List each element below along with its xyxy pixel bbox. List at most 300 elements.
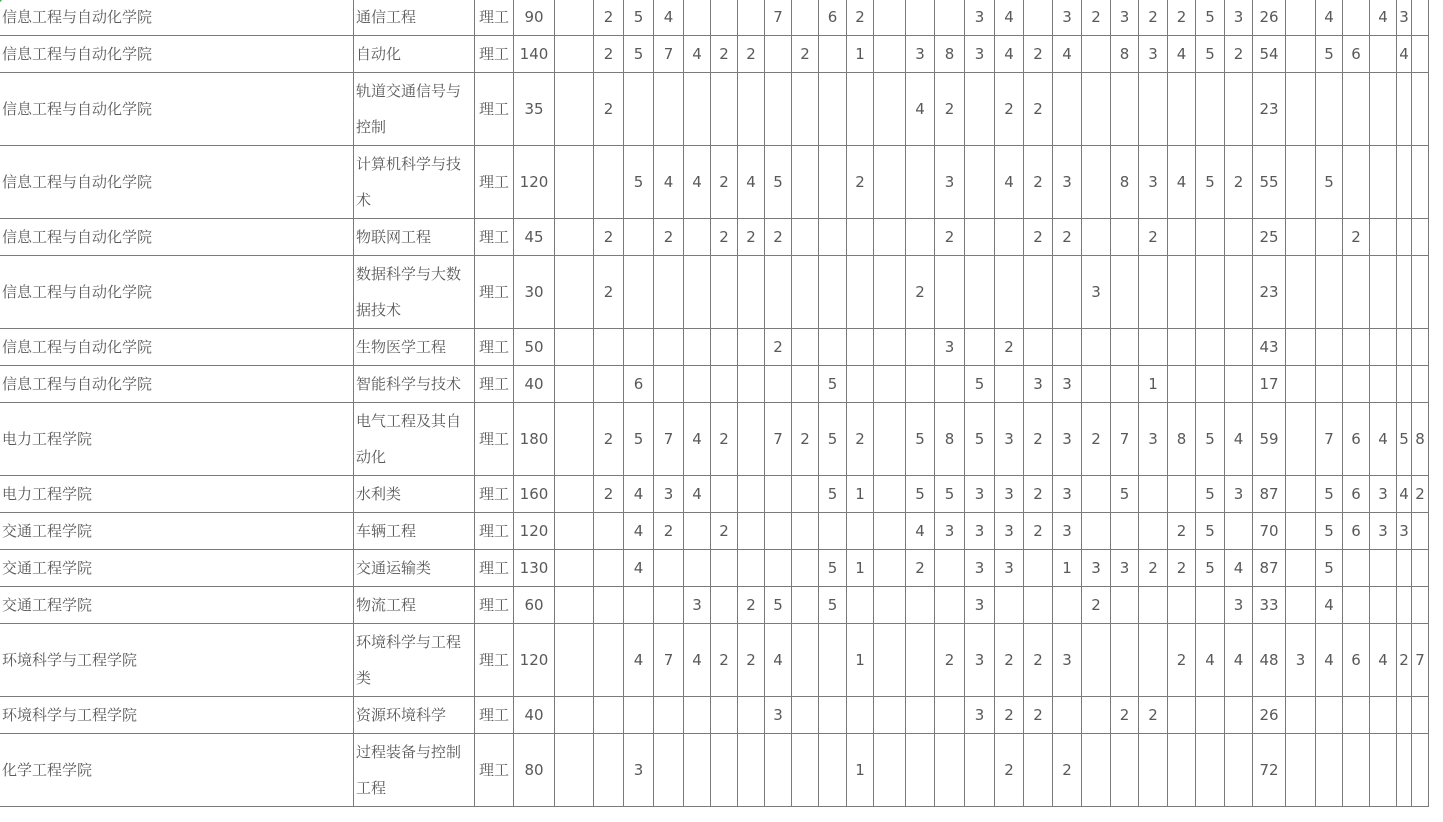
- category-cell: 理工: [475, 476, 514, 513]
- province-count-cell: [995, 366, 1024, 403]
- total-cell: 60: [514, 587, 555, 624]
- province-count-cell: 5: [1196, 0, 1225, 36]
- province-count-cell: 5: [1397, 403, 1412, 476]
- province-count-cell: [1343, 146, 1370, 219]
- province-count-cell: [874, 36, 906, 73]
- province-count-cell: [1397, 219, 1412, 256]
- province-count-cell: [1225, 329, 1253, 366]
- province-count-cell: [1082, 146, 1111, 219]
- total-cell: 180: [514, 403, 555, 476]
- province-count-cell: 87: [1253, 550, 1286, 587]
- province-count-cell: [874, 513, 906, 550]
- major-cell: 自动化: [354, 36, 475, 73]
- province-count-cell: 7: [1316, 403, 1343, 476]
- province-count-cell: 5: [1316, 513, 1343, 550]
- province-count-cell: [874, 697, 906, 734]
- province-count-cell: [819, 146, 847, 219]
- province-count-cell: [711, 476, 738, 513]
- province-count-cell: 4: [624, 476, 654, 513]
- province-count-cell: 2: [1139, 0, 1168, 36]
- province-count-cell: [555, 624, 594, 697]
- province-count-cell: 3: [1139, 403, 1168, 476]
- province-count-cell: 8: [1111, 146, 1139, 219]
- province-count-cell: [792, 587, 819, 624]
- province-count-cell: 2: [1024, 36, 1053, 73]
- province-count-cell: 2: [711, 36, 738, 73]
- province-count-cell: [965, 73, 995, 146]
- province-count-cell: 4: [684, 624, 711, 697]
- province-count-cell: [1168, 587, 1196, 624]
- province-count-cell: 2: [995, 329, 1024, 366]
- province-count-cell: [1397, 73, 1412, 146]
- province-count-cell: 48: [1253, 624, 1286, 697]
- province-count-cell: 59: [1253, 403, 1286, 476]
- province-count-cell: [1111, 329, 1139, 366]
- province-count-cell: 5: [1316, 36, 1343, 73]
- province-count-cell: [1286, 366, 1316, 403]
- province-count-cell: [738, 329, 765, 366]
- college-cell: 信息工程与自动化学院: [0, 36, 354, 73]
- province-count-cell: 2: [995, 624, 1024, 697]
- province-count-cell: 2: [1412, 476, 1429, 513]
- province-count-cell: 2: [738, 36, 765, 73]
- province-count-cell: 1: [1139, 366, 1168, 403]
- province-count-cell: [1412, 366, 1429, 403]
- province-count-cell: [1139, 587, 1168, 624]
- province-count-cell: [1412, 256, 1429, 329]
- college-cell: 信息工程与自动化学院: [0, 366, 354, 403]
- province-count-cell: 4: [738, 146, 765, 219]
- province-count-cell: 7: [1412, 624, 1429, 697]
- province-count-cell: [594, 329, 624, 366]
- category-cell: 理工: [475, 219, 514, 256]
- province-count-cell: [711, 587, 738, 624]
- province-count-cell: 2: [738, 624, 765, 697]
- province-count-cell: 4: [624, 513, 654, 550]
- province-count-cell: 2: [1024, 513, 1053, 550]
- province-count-cell: [1397, 550, 1412, 587]
- major-cell: 数据科学与大数据技术: [354, 256, 475, 329]
- province-count-cell: [1412, 146, 1429, 219]
- province-count-cell: [684, 219, 711, 256]
- province-count-cell: 3: [1139, 36, 1168, 73]
- category-cell: 理工: [475, 697, 514, 734]
- province-count-cell: 2: [1139, 219, 1168, 256]
- province-count-cell: [792, 0, 819, 36]
- province-count-cell: 17: [1253, 366, 1286, 403]
- province-count-cell: 5: [819, 587, 847, 624]
- province-count-cell: 3: [965, 550, 995, 587]
- province-count-cell: [1397, 366, 1412, 403]
- province-count-cell: 55: [1253, 146, 1286, 219]
- province-count-cell: 3: [1053, 403, 1082, 476]
- province-count-cell: [738, 734, 765, 807]
- province-count-cell: 4: [1370, 403, 1397, 476]
- province-count-cell: [1053, 73, 1082, 146]
- province-count-cell: [594, 587, 624, 624]
- table-row: [0, 403, 1443, 476]
- province-count-cell: [1343, 329, 1370, 366]
- province-count-cell: [1370, 256, 1397, 329]
- total-cell: 160: [514, 476, 555, 513]
- college-cell: 电力工程学院: [0, 476, 354, 513]
- province-count-cell: [819, 624, 847, 697]
- province-count-cell: 5: [1316, 146, 1343, 219]
- province-count-cell: 33: [1253, 587, 1286, 624]
- province-count-cell: [738, 0, 765, 36]
- province-count-cell: 2: [935, 624, 965, 697]
- college-cell: 交通工程学院: [0, 513, 354, 550]
- province-count-cell: [906, 329, 935, 366]
- major-cell: 通信工程: [354, 0, 475, 36]
- category-cell: 理工: [475, 550, 514, 587]
- province-count-cell: [819, 734, 847, 807]
- province-count-cell: [1168, 256, 1196, 329]
- province-count-cell: 8: [1111, 36, 1139, 73]
- category-cell: 理工: [475, 403, 514, 476]
- province-count-cell: [711, 256, 738, 329]
- province-count-cell: 3: [965, 697, 995, 734]
- province-count-cell: [792, 73, 819, 146]
- province-count-cell: [594, 513, 624, 550]
- province-count-cell: [874, 734, 906, 807]
- province-count-cell: 2: [995, 73, 1024, 146]
- province-count-cell: [965, 734, 995, 807]
- table-row: [0, 513, 1443, 550]
- province-count-cell: [1196, 734, 1225, 807]
- major-cell: 轨道交通信号与控制: [354, 73, 475, 146]
- province-count-cell: [555, 587, 594, 624]
- province-count-cell: [684, 329, 711, 366]
- province-count-cell: [1286, 36, 1316, 73]
- province-count-cell: [555, 697, 594, 734]
- province-count-cell: [1397, 587, 1412, 624]
- province-count-cell: 3: [1370, 476, 1397, 513]
- province-count-cell: 4: [1316, 0, 1343, 36]
- province-count-cell: [738, 550, 765, 587]
- province-count-cell: 2: [847, 0, 874, 36]
- province-count-cell: [1196, 219, 1225, 256]
- province-count-cell: [935, 734, 965, 807]
- province-count-cell: [874, 329, 906, 366]
- total-cell: 140: [514, 36, 555, 73]
- province-count-cell: 3: [765, 697, 792, 734]
- major-cell: 车辆工程: [354, 513, 475, 550]
- province-count-cell: [935, 0, 965, 36]
- province-count-cell: 3: [1053, 476, 1082, 513]
- province-count-cell: 5: [819, 366, 847, 403]
- category-cell: 理工: [475, 36, 514, 73]
- province-count-cell: [995, 219, 1024, 256]
- province-count-cell: 3: [1053, 366, 1082, 403]
- province-count-cell: 1: [847, 550, 874, 587]
- college-cell: 信息工程与自动化学院: [0, 73, 354, 146]
- province-count-cell: 5: [935, 476, 965, 513]
- province-count-cell: 3: [654, 476, 684, 513]
- province-count-cell: 72: [1253, 734, 1286, 807]
- province-count-cell: 3: [965, 513, 995, 550]
- province-count-cell: [792, 734, 819, 807]
- province-count-cell: [1397, 146, 1412, 219]
- province-count-cell: 2: [935, 219, 965, 256]
- province-count-cell: [765, 366, 792, 403]
- province-count-cell: [1397, 734, 1412, 807]
- province-count-cell: 23: [1253, 73, 1286, 146]
- table-row: [0, 146, 1443, 219]
- province-count-cell: [684, 366, 711, 403]
- province-count-cell: [935, 366, 965, 403]
- province-count-cell: 2: [792, 36, 819, 73]
- college-cell: 信息工程与自动化学院: [0, 256, 354, 329]
- province-count-cell: [738, 256, 765, 329]
- province-count-cell: 5: [906, 476, 935, 513]
- province-count-cell: 2: [654, 219, 684, 256]
- major-cell: 电气工程及其自动化: [354, 403, 475, 476]
- province-count-cell: [1286, 550, 1316, 587]
- total-cell: 120: [514, 146, 555, 219]
- province-count-cell: [1370, 36, 1397, 73]
- province-count-cell: 2: [1397, 624, 1412, 697]
- province-count-cell: [555, 73, 594, 146]
- college-cell: 信息工程与自动化学院: [0, 146, 354, 219]
- province-count-cell: 3: [995, 550, 1024, 587]
- province-count-cell: 4: [1168, 36, 1196, 73]
- province-count-cell: [594, 550, 624, 587]
- province-count-cell: 2: [906, 256, 935, 329]
- province-count-cell: [1111, 366, 1139, 403]
- province-count-cell: [1053, 587, 1082, 624]
- province-count-cell: [765, 73, 792, 146]
- province-count-cell: [684, 513, 711, 550]
- province-count-cell: [847, 256, 874, 329]
- province-count-cell: [1225, 513, 1253, 550]
- category-cell: 理工: [475, 256, 514, 329]
- total-cell: 40: [514, 366, 555, 403]
- province-count-cell: [1196, 329, 1225, 366]
- province-count-cell: 2: [1139, 550, 1168, 587]
- province-count-cell: [874, 219, 906, 256]
- province-count-cell: [1225, 219, 1253, 256]
- province-count-cell: [792, 219, 819, 256]
- province-count-cell: 5: [765, 146, 792, 219]
- province-count-cell: [792, 256, 819, 329]
- province-count-cell: [1370, 697, 1397, 734]
- province-count-cell: [1343, 0, 1370, 36]
- province-count-cell: 3: [1024, 366, 1053, 403]
- table-row: [0, 0, 1443, 36]
- province-count-cell: [792, 146, 819, 219]
- province-count-cell: [1139, 734, 1168, 807]
- province-count-cell: 54: [1253, 36, 1286, 73]
- province-count-cell: [1286, 403, 1316, 476]
- province-count-cell: [738, 73, 765, 146]
- province-count-cell: [1412, 513, 1429, 550]
- province-count-cell: [1343, 734, 1370, 807]
- province-count-cell: [1082, 329, 1111, 366]
- province-count-cell: 4: [995, 36, 1024, 73]
- table-row: [0, 256, 1443, 329]
- table-row: [0, 550, 1443, 587]
- province-count-cell: 2: [1024, 219, 1053, 256]
- college-cell: 信息工程与自动化学院: [0, 329, 354, 366]
- province-count-cell: [874, 73, 906, 146]
- province-count-cell: 4: [1316, 587, 1343, 624]
- province-count-cell: 2: [594, 256, 624, 329]
- province-count-cell: [1111, 73, 1139, 146]
- province-count-cell: [555, 513, 594, 550]
- province-count-cell: 70: [1253, 513, 1286, 550]
- province-count-cell: [555, 146, 594, 219]
- province-count-cell: 3: [935, 146, 965, 219]
- province-count-cell: 1: [847, 36, 874, 73]
- province-count-cell: 3: [965, 624, 995, 697]
- table-row: [0, 73, 1443, 146]
- province-count-cell: [874, 0, 906, 36]
- province-count-cell: 3: [1397, 0, 1412, 36]
- province-count-cell: 2: [594, 403, 624, 476]
- college-cell: 交通工程学院: [0, 587, 354, 624]
- province-count-cell: 6: [1343, 403, 1370, 476]
- province-count-cell: [1412, 734, 1429, 807]
- college-cell: 化学工程学院: [0, 734, 354, 807]
- province-count-cell: 3: [1225, 476, 1253, 513]
- province-count-cell: [1168, 219, 1196, 256]
- province-count-cell: [874, 550, 906, 587]
- province-count-cell: [624, 587, 654, 624]
- province-count-cell: [1168, 73, 1196, 146]
- province-count-cell: 5: [624, 146, 654, 219]
- province-count-cell: 2: [711, 146, 738, 219]
- province-count-cell: 3: [1082, 550, 1111, 587]
- province-count-cell: [1024, 550, 1053, 587]
- province-count-cell: 5: [1316, 476, 1343, 513]
- province-count-cell: 3: [935, 513, 965, 550]
- province-count-cell: [1082, 36, 1111, 73]
- province-count-cell: 3: [624, 734, 654, 807]
- province-count-cell: [1412, 219, 1429, 256]
- province-count-cell: 4: [684, 476, 711, 513]
- province-count-cell: [847, 73, 874, 146]
- province-count-cell: 5: [965, 403, 995, 476]
- province-count-cell: 4: [995, 146, 1024, 219]
- province-count-cell: [995, 587, 1024, 624]
- province-count-cell: [1397, 329, 1412, 366]
- table-row: [0, 36, 1443, 73]
- province-count-cell: [765, 734, 792, 807]
- province-count-cell: [711, 73, 738, 146]
- province-count-cell: [555, 734, 594, 807]
- total-cell: 30: [514, 256, 555, 329]
- province-count-cell: 2: [738, 587, 765, 624]
- province-count-cell: [1196, 366, 1225, 403]
- province-count-cell: 2: [765, 329, 792, 366]
- table-row: [0, 587, 1443, 624]
- province-count-cell: [1316, 734, 1343, 807]
- province-count-cell: 4: [1370, 0, 1397, 36]
- province-count-cell: [654, 550, 684, 587]
- province-count-cell: 1: [847, 734, 874, 807]
- province-count-cell: [819, 256, 847, 329]
- province-count-cell: 2: [847, 146, 874, 219]
- province-count-cell: 7: [765, 0, 792, 36]
- province-count-cell: 4: [684, 36, 711, 73]
- college-cell: 交通工程学院: [0, 550, 354, 587]
- province-count-cell: [935, 550, 965, 587]
- province-count-cell: [906, 219, 935, 256]
- province-count-cell: 4: [1168, 146, 1196, 219]
- major-cell: 生物医学工程: [354, 329, 475, 366]
- province-count-cell: 2: [1168, 624, 1196, 697]
- province-count-cell: [1196, 587, 1225, 624]
- category-cell: 理工: [475, 329, 514, 366]
- province-count-cell: [1082, 734, 1111, 807]
- province-count-cell: [1168, 476, 1196, 513]
- province-count-cell: 2: [1053, 219, 1082, 256]
- province-count-cell: [906, 697, 935, 734]
- province-count-cell: [1286, 73, 1316, 146]
- province-count-cell: 2: [1168, 513, 1196, 550]
- total-cell: 120: [514, 513, 555, 550]
- province-count-cell: [1111, 513, 1139, 550]
- province-count-cell: [1139, 476, 1168, 513]
- province-count-cell: [1316, 697, 1343, 734]
- province-count-cell: 2: [1024, 476, 1053, 513]
- province-count-cell: [874, 403, 906, 476]
- province-count-cell: 2: [1024, 403, 1053, 476]
- province-count-cell: [1196, 73, 1225, 146]
- province-count-cell: [1053, 256, 1082, 329]
- province-count-cell: 4: [906, 513, 935, 550]
- province-count-cell: 26: [1253, 697, 1286, 734]
- college-cell: 环境科学与工程学院: [0, 697, 354, 734]
- province-count-cell: [654, 73, 684, 146]
- province-count-cell: 2: [1053, 734, 1082, 807]
- province-count-cell: 3: [965, 36, 995, 73]
- province-count-cell: [1168, 734, 1196, 807]
- province-count-cell: [1343, 697, 1370, 734]
- province-count-cell: 1: [1053, 550, 1082, 587]
- province-count-cell: [738, 513, 765, 550]
- province-count-cell: 2: [1082, 587, 1111, 624]
- province-count-cell: [654, 256, 684, 329]
- college-cell: 信息工程与自动化学院: [0, 0, 354, 36]
- province-count-cell: 2: [1024, 146, 1053, 219]
- province-count-cell: 4: [684, 146, 711, 219]
- province-count-cell: 2: [995, 734, 1024, 807]
- province-count-cell: [654, 329, 684, 366]
- province-count-cell: [1286, 476, 1316, 513]
- province-count-cell: 2: [1024, 73, 1053, 146]
- province-count-cell: 3: [1053, 513, 1082, 550]
- province-count-cell: 2: [594, 476, 624, 513]
- province-count-cell: 3: [1139, 146, 1168, 219]
- province-count-cell: [1412, 697, 1429, 734]
- province-count-cell: [1286, 513, 1316, 550]
- province-count-cell: [555, 403, 594, 476]
- province-count-cell: 2: [792, 403, 819, 476]
- province-count-cell: [1397, 256, 1412, 329]
- province-count-cell: [1024, 0, 1053, 36]
- province-count-cell: 2: [594, 36, 624, 73]
- province-count-cell: 4: [654, 146, 684, 219]
- province-count-cell: [1316, 219, 1343, 256]
- total-cell: 35: [514, 73, 555, 146]
- province-count-cell: [594, 734, 624, 807]
- province-count-cell: [684, 73, 711, 146]
- province-count-cell: 3: [965, 476, 995, 513]
- province-count-cell: [765, 476, 792, 513]
- province-count-cell: 2: [1082, 403, 1111, 476]
